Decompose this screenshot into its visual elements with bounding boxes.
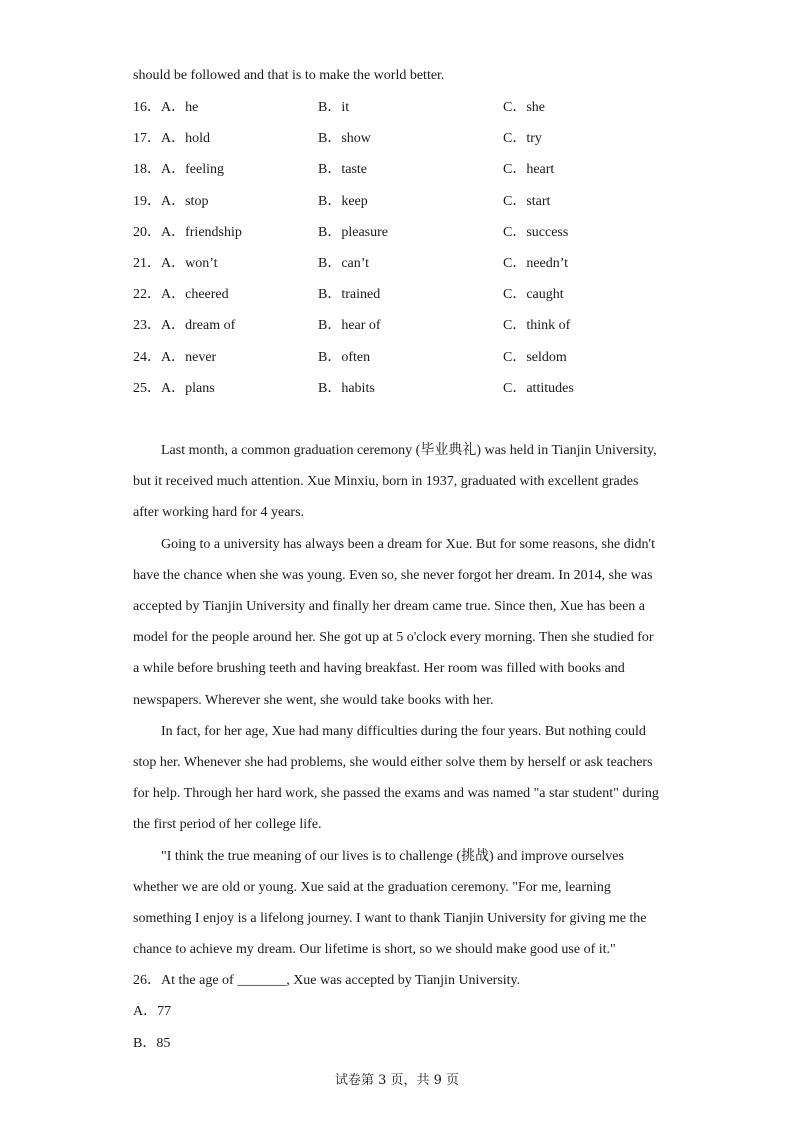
option-c[interactable]: C．think of	[503, 318, 571, 334]
passage-line: chance to achieve my dream. Our lifetime is short, so we should make good use of it."	[133, 942, 616, 957]
option-b[interactable]: B．often	[318, 349, 371, 365]
passage-line: whether we are old or young. Xue said at the graduation ceremony. "For me, learning	[133, 880, 611, 895]
question-number: 17．	[133, 131, 161, 147]
passage-line: but it received much attention. Xue Minxiu, born in 1937, graduated with excellent grades	[133, 474, 639, 489]
option-b[interactable]: B．show	[318, 131, 371, 147]
option-a[interactable]: A．feeling	[161, 162, 224, 178]
passage-line: In fact, for her age, Xue had many difficulties during the four years. But nothing could	[161, 724, 646, 739]
option-c[interactable]: C．attitudes	[503, 380, 574, 396]
passage-line: the first period of her college life.	[133, 817, 322, 832]
question-number: 16．	[133, 100, 161, 115]
option-c[interactable]: C．needn’t	[503, 256, 569, 271]
page-footer: 试卷第 3 页，共 9 页	[334, 1073, 460, 1088]
passage-line: a while before brushing teeth and having breakfast. Her room was filled with books and	[133, 661, 625, 676]
option-c[interactable]: C．seldom	[503, 349, 567, 365]
question-number: 25．	[133, 380, 161, 396]
option-row	[133, 349, 653, 367]
passage-line: Going to a university has always been a dream for Xue. But for some reasons, she didn't	[161, 537, 655, 552]
passage-line: Last month, a common graduation ceremony (毕业典礼) was held in Tianjin University,	[161, 443, 657, 458]
option-row	[133, 130, 653, 148]
question-number: 18．	[133, 162, 161, 178]
option-row	[133, 380, 653, 398]
passage-line: "I think the true meaning of our lives is to challenge (挑战) and improve ourselves	[161, 849, 624, 864]
option-row	[133, 193, 653, 211]
option-c[interactable]: C．caught	[503, 287, 564, 303]
passage-line: after working hard for 4 years.	[133, 505, 305, 520]
answer-option-a[interactable]: A．77	[133, 1004, 172, 1019]
option-a[interactable]: A．plans	[161, 380, 215, 396]
option-row	[133, 161, 653, 179]
question-number: 20．	[133, 224, 161, 240]
question-number: 23．	[133, 318, 161, 334]
intro-line: should be followed and that is to make the world better.	[133, 68, 445, 83]
option-b[interactable]: B．taste	[318, 162, 367, 178]
answer-option-b[interactable]: B．85	[133, 1036, 171, 1051]
passage-line: stop her. Whenever she had problems, she would either solve them by herself or ask teachers	[133, 755, 653, 770]
question-number: 21．	[133, 256, 161, 271]
option-b[interactable]: B．trained	[318, 287, 381, 303]
option-c[interactable]: C．success	[503, 224, 569, 240]
passage-line: for help. Through her hard work, she passed the exams and was named "a star student" during	[133, 786, 659, 801]
passage-line: accepted by Tianjin University and finally her dream came true. Since then, Xue has been a	[133, 599, 645, 614]
option-b[interactable]: B．it	[318, 100, 350, 115]
question-number: 19．	[133, 193, 161, 209]
option-a[interactable]: A．cheered	[161, 287, 229, 303]
option-c[interactable]: C．start	[503, 193, 551, 209]
option-a[interactable]: A．won’t	[161, 256, 218, 271]
option-row	[133, 224, 653, 242]
option-row	[133, 286, 653, 304]
option-row	[133, 255, 653, 273]
option-row	[133, 317, 653, 335]
option-a[interactable]: A．dream of	[161, 318, 236, 334]
option-c[interactable]: C．she	[503, 100, 545, 115]
question-26: 26．At the age of _______, Xue was accepted by Tianjin University.	[133, 973, 521, 988]
option-b[interactable]: B．can’t	[318, 256, 370, 271]
option-c[interactable]: C．try	[503, 131, 542, 147]
passage-line: newspapers. Wherever she went, she would take books with her.	[133, 693, 494, 708]
option-b[interactable]: B．hear of	[318, 318, 381, 334]
passage-line: something I enjoy is a lifelong journey. I want to thank Tianjin University for giving me the	[133, 911, 647, 926]
question-number: 24．	[133, 349, 161, 365]
option-a[interactable]: A．stop	[161, 193, 209, 209]
passage-line: model for the people around her. She got up at 5 o'clock every morning. Then she studied for	[133, 630, 654, 645]
option-b[interactable]: B．habits	[318, 380, 375, 396]
option-b[interactable]: B．pleasure	[318, 224, 388, 240]
option-b[interactable]: B．keep	[318, 193, 368, 209]
option-row	[133, 99, 653, 117]
option-a[interactable]: A．he	[161, 100, 199, 115]
option-a[interactable]: A．never	[161, 349, 217, 365]
question-number: 22．	[133, 287, 161, 303]
option-c[interactable]: C．heart	[503, 162, 555, 178]
option-a[interactable]: A．friendship	[161, 224, 242, 240]
passage-line: have the chance when she was young. Even so, she never forgot her dream. In 2014, she was	[133, 568, 653, 583]
option-a[interactable]: A．hold	[161, 131, 210, 147]
